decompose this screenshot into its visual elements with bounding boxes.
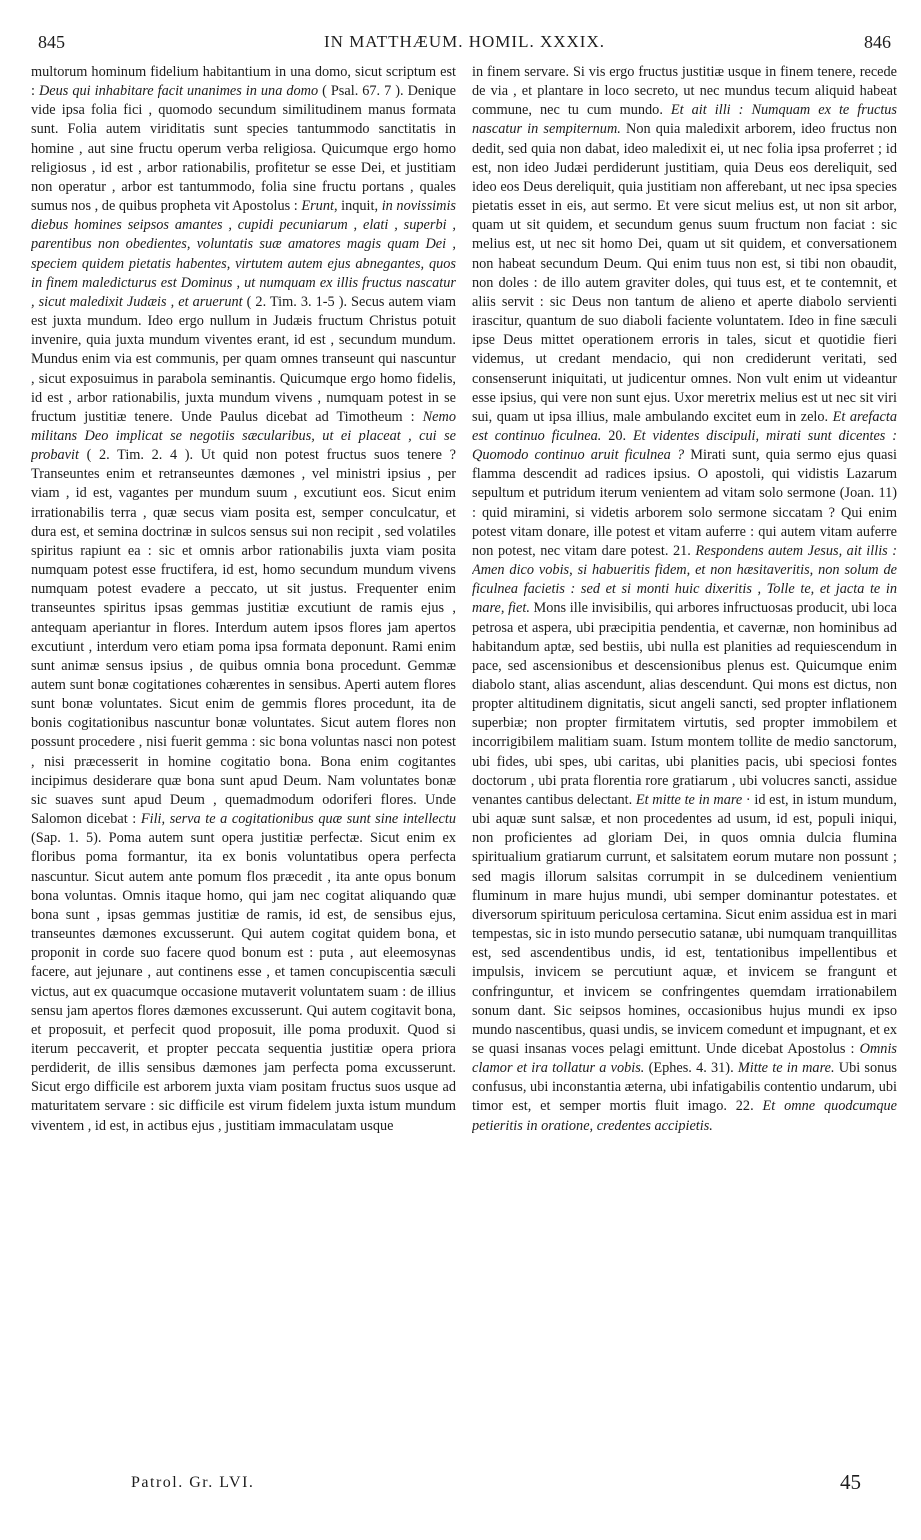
text-run: in finem servare. Si vis ergo fructus justitiæ usque in finem tenere, recede de via , et plantare in loco secreto, ut nec mundus tecum aliquid habeat commune, nec tu cum mundo.: [472, 64, 897, 119]
italic-text-run: Et arefacta est continuo ficulnea.: [472, 408, 897, 444]
text-run: Mirati sunt, quia sermo ejus quasi flamma descendit ad radices ipsius. O apostoli, qui vidistis Lazarum sepultum et putridum iterum venientem ad vitam solo sermone (Joan. 11) : quid miramini, si videtis arborem solo sermone siccatam ? Qui enim potest vitam donare, ille potest et vitam auferre : qui autem vitam auferre non potest, nec vitam dare potest. 21.: [472, 447, 897, 559]
italic-text-run: Et ait illi : Numquam ex te fructus nascatur in sempiternum.: [472, 102, 897, 138]
running-title: IN MATTHÆUM. HOMIL. XXXIX.: [324, 32, 605, 51]
italic-text-run: Respondens autem Jesus, ait illis : Amen dico vobis, si habueritis fidem, et non hæsitaveritis, non solum de ficulnea facietis : sed et si monti huic dixeritis , Tolle te, et jacta te in mare, fiet.: [472, 542, 897, 617]
running-header: [38, 32, 891, 56]
text-run: multorum hominum fidelium habitantium in una domo, sicut scriptum est :: [31, 64, 456, 100]
text-run: Non quia maledixit arborem, ideo fructus non dedit, sed quia non dabat, ideo maledixit ei, ut nec folia ipsa proferret ; id est, non ideo Judæi perdiderunt justitiam, quia Deus eos dereliquit, sed ideo eos Deus dereliquit, quia justitiam non afferebant, ut nec ipsa species pietatis esset in eis, aut sermo. Et vere sicut melius est, ut non sit arbor, quam ut sit quidem, et secundum genus suum fructum non faciat : sic melius est, ut nec sit homo Dei, quam ut sit quidem, et conversationem non habeat secundum Deum. Qui enim tuus non est, si tibi non obaudit, non doles : de illo autem graviter doles, qui tuus est, et te contemnit, et aliis servit : sic Deus non tantum de alieno et aperte diabolo servienti irascitur, quantum de suo diaboli faciente voluntatem. Ideo in fine sæculi ipse Deus mittet operationem erroris in tales, sicut et quotidie fieri videmus, ut credant mendacio, qui non crediderunt veritati, sed consenserunt iniquitati, ut judicentur omnes. Non vult enim ut videantur esse ipsius, qui vere non sunt ejus. Uxor meretrix melius est ut nec sit viri sui, quam ut ipsa illius, male ambulando excitet eum in zelo.: [472, 121, 897, 425]
text-run: (Sap. 1. 5). Poma autem sunt opera justitiæ perfectæ. Sicut enim ex floribus poma formantur, ita ex bonis voluntatibus opera perfecta nascuntur. Sicut autem ante pomum flos præcedit , ita ante opus bonum bona voluntas. Omnis itaque homo, qui jam nec cogitat aliquando quæ bona sunt , ipsas gemmas justitiæ de ramis, id est, de sensibus ejus, transeuntes dæmones excusserunt. Qui autem cogitat quidem bona, et proponit in corde suo facere quod bonum est : puta , aut eleemosynas facere, aut jejunare , aut continens esse , et tamen concupiscentia sæculi victus, aut ex quacumque occasione mutaverit voluntatem suam : de illius sensu jam apertos flores dæmones excusserunt. Qui autem cogitavit bona, et proposuit, et perfecit quod proposuit, ille poma produxit. Quod si iterum peccaverit, et propter peccata sequentia justitiæ opera priora perdiderit, de illis sensibus dæmones jam perfecta poma excusserunt. Sicut ergo difficile est arborem juxta viam positam fructus suos usque ad maturitatem servare : sic difficile est virum fidelem juxta istum mundum viventem , id est, in actibus ejus , justitiam immaculatam usque: [31, 830, 456, 1134]
italic-text-run: Deus qui inhabitare facit unanimes in una domo: [38, 83, 319, 100]
left-page-number: 845: [38, 32, 65, 52]
text-run: ( 2. Tim. 2. 4 ). Ut quid non potest fructus suos tenere ? Transeuntes enim et retranseuntes dæmones , vel ministri ipsius , per viam , id est, vagantes per mundum suum , excutiunt eos. Sicut enim irrationabilis terra , quæ secus viam posita est, semper conculcatur, et dura est, et semina doctrinæ in sulcos sensus sui non recipit , sed volatiles spiritus rapiunt ea : sic et omnis arbor rationabilis juxta viam posita numquam potest esse fructifera, id est, homo secundum mundum vivens numquam potest evadere a peccato, ut sit justus. Frequenter enim transeuntes spiritus ipsas gemmas justitiæ excutiunt de ramis ejus , antequam aperiantur in flores. Interdum autem ipsos flores jam apertos excutiunt , interdum vero etiam poma ipsa formata deponunt. Rami enim sunt animæ sensus ipsius , de quibus omnia bona procedunt. Gemmæ autem sunt bonæ cogitationes cohærentes in sensibus. Aperti autem flores sunt bonæ voluntates. Sicut enim de gemmis flores procedunt, ita de bonis cogitationibus nascuntur bonæ voluntates. Sicut autem flores non possunt procedere , nisi fuerit gemma : sic bona voluntas nasci non potest , nisi præcesserit in homine cogitatio bona. Bona enim cogitantes incipimus desiderare quæ bona sunt apud Deum. Nam voluntates bonæ sic suaves sunt apud Deum , quemadmodum odoriferi flores. Unde Salomon dicebat :: [31, 447, 456, 828]
italic-text-run: Et mitte te in mare: [635, 791, 743, 808]
text-run: · id est, in istum mundum, ubi aquæ sunt salsæ, et non procedentes ad usum, id est, populi iniqui, non proficientes ad gloriam Dei, in quos omnia dulcia flumina spiritualium gratiarum currunt, et salsitatem eorum mutare non possunt ; sed magis illorum salsitas corrumpit in se dulcedinem venientium fluminum in mare hujus mundi, ubi semper dominantur potestates. et diversorum spirituum periculosa certamina. Sicut enim assidua est in mari tempestas, sic in isto mundo persecutio satanæ, ubi numquam tranquillitas est, sed ascendentibus undis, id est, tentationibus impellentibus et impulsis, invicem se percutiunt aquæ, et invicem se frangunt et confringuntur, et invicem se confringentes quemdam irrationabilem sonum dant. Sic seipsos homines, occasionibus hujus mundi ex ipso mundo nascentibus, quasi undis, se invicem comedunt et impugnant, et ex se quasi insanas voces pelagi emittunt. Unde dicebat Apostolus :: [472, 791, 897, 1057]
italic-text-run: Mitte te in mare.: [737, 1060, 835, 1077]
right-page-number: 846: [864, 32, 891, 52]
left-text-column: [31, 63, 456, 1461]
italic-text-run: Fili, serva te a cogitationibus quæ sunt sine intellectu: [140, 811, 456, 828]
right-text-column: [472, 63, 897, 1461]
text-run: 20.: [601, 427, 633, 444]
text-run: (Ephes. 4. 31).: [644, 1060, 738, 1077]
right-column-paragraph: [472, 63, 897, 1136]
text-run: ( Psal. 67. 7 ). Denique vide ipsa folia fici , quomodo secundum similitudinem manus formata sunt. Folia autem viriditatis sunt species tantummodo sanctitatis in homine , aut sine fructu operum verba religiosa. Quicumque ergo homo religiosus , id est , arbor rationabilis, profitetur se esse Dei, et justitiam non operatur , arbor est tantummodo, folia sine fructu portans , quales sumus nos , de quibus propheta vit Apostolus :: [31, 83, 456, 215]
italic-text-run: in novissimis diebus homines seipsos amantes , cupidi pecuniarum , elati , superbi , parentibus non obedientes, voluntatis suæ amatores magis quam Dei , speciem quidem pietatis habentes, virtutem autem ejus abnegantes, quos in finem maledicturus est Dominus , ut numquam ex illis fructus nascatur , sicut maledixit Judæis , et aruerunt: [31, 198, 456, 310]
italic-text-run: Et videntes discipuli, mirati sunt dicentes : Quomodo continuo aruit ficulnea ?: [472, 427, 897, 464]
series-signature: Patrol. Gr. LVI.: [131, 1474, 255, 1491]
text-run: Ubi sonus confusus, ubi inconstantia æterna, ubi infatigabilis contentio undarum, ubi timor est, et semper mortis fluit imago. 22.: [472, 1060, 897, 1115]
italic-text-run: Erunt: [301, 198, 334, 215]
text-run: Mons ille invisibilis, qui arbores infructuosas producit, ubi loca petrosa et aspera, ubi præcipitia pendentia, et cavernæ, non hominibus ad habitandum aptæ, sed bestiis, ubi nulla est planities ad requiescendum in pace, sed ascensionibus et descensionibus plenus est. Quicumque enim diabolo stant, alias ascendunt, alias descendunt. Qui mons est dictus, non propter altitudinem dignitatis, sicut angeli sancti, sed propter inflationem superbiæ; non propter firmitatem virtutis, sed propter immobilem et incorrigibilem malitiam suam. Istum montem tollite de medio sanctorum, ubi fides, ubi spes, ubi caritas, ubi planities pacis, ubi speciosi fontes doctorum , ubi prata florentia rore gratiarum , ubi volucres sancti, assidue venantes cantibus delectant.: [472, 600, 897, 808]
text-run: ( 2. Tim. 3. 1-5 ). Secus autem viam est juxta mundum. Ideo ergo nullum in Judæis fructum Christus potuit invenire, quia juxta mundum viventes erant, id est , secundum mundum. Mundus enim via est communis, per quam omnes transeunt qui nascuntur , sicut exposuimus in parabola seminantis. Quicumque ergo homo fidelis, id est , arbor rationabilis, juxta mundum vivens , numquam potest in se fructum justitiæ tenere. Unde Paulus dicebat ad Timotheum :: [31, 293, 456, 425]
italic-text-run: Et omne quodcumque petieritis in oratione, credentes accipietis.: [472, 1098, 897, 1134]
left-column-paragraph: [31, 63, 456, 1136]
italic-text-run: Omnis clamor et ira tollatur a vobis.: [472, 1040, 897, 1077]
page-footer: [131, 1470, 861, 1504]
text-run: , inquit,: [333, 198, 382, 215]
gathering-number: 45: [840, 1470, 861, 1494]
italic-text-run: Nemo militans Deo implicat se negotiis sæcularibus, ut ei placeat , cui se probavit: [31, 408, 456, 464]
